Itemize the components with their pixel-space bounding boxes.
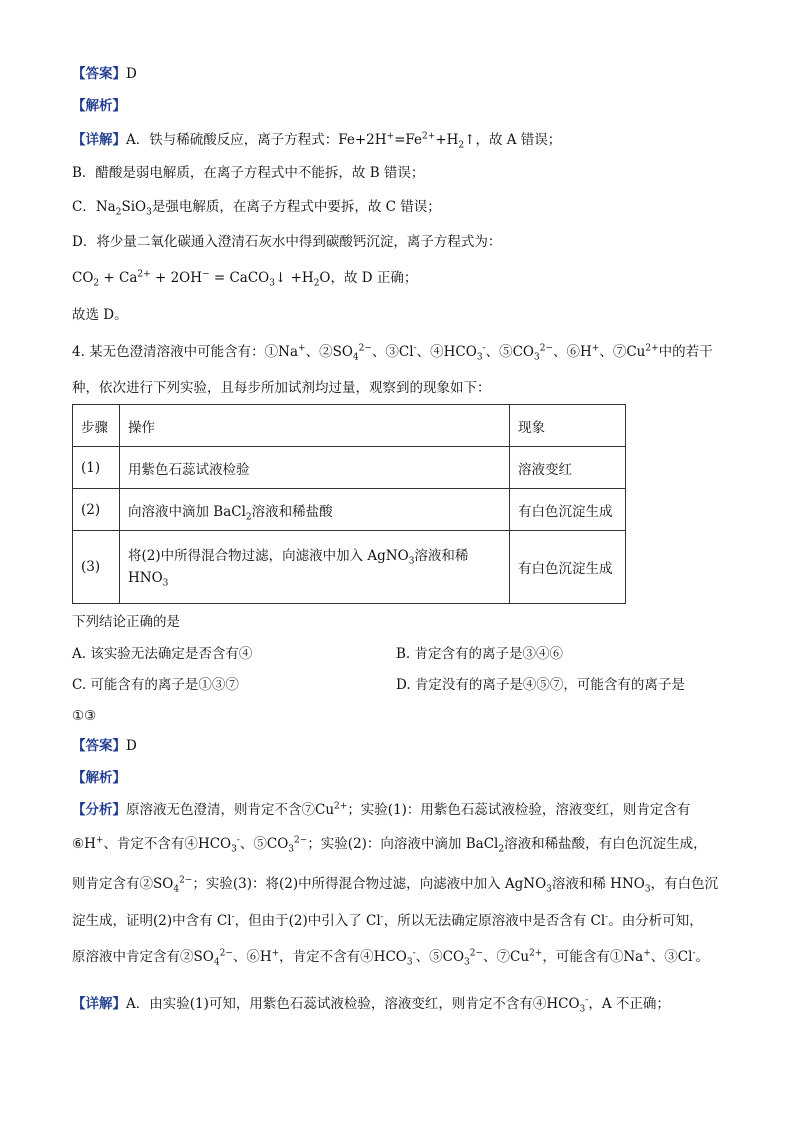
q3-detail-line-c: C．$Na_2SiO_3$是强电解质，在离子方程式中要拆，故 C 错误； (72, 199, 441, 218)
answer-tag: 【答案】 (72, 66, 126, 82)
option-d: D. 肯定没有的离子是④⑤⑦，可能含有的离子是 (396, 677, 685, 693)
analysis-line-5: 原溶液中肯定含有$②SO_4^{2-}$、⑥H+，肯定不含有$④HCO_3^-$、$⑤CO_3^{2-}$、$⑦Cu^{2+}$，可能含有①Na+、③Cl-。 (72, 948, 709, 968)
table-row: (3) 将(2)中所得混合物过滤，向滤液中加入 AgNO$_3$溶液和稀 $HNO_3$ 有白色沉淀生成 (73, 531, 626, 604)
q4-stem-line-2: 种，依次进行下列实验，且每步所加试剂均过量，观察到的现象如下： (72, 380, 491, 396)
analysis-tag: 解析 (85, 98, 113, 114)
q3-detail-line-d: D．将少量二氧化碳通入澄清石灰水中得到碳酸钙沉淀，离子方程式为： (72, 234, 502, 250)
answer-value: D (126, 66, 137, 82)
analysis-line-2: ⑥H+、肯定不含有$④HCO_3^-$、$⑤CO_3^{2-}$；实验(2)：向溶液中滴加 BaCl$_2$溶液和稀盐酸，有白色沉淀生成， (72, 835, 707, 855)
q4-answer-line: 【答案】D (72, 738, 137, 754)
table-header-row (73, 405, 626, 447)
option-a: A. 该实验无法确定是否含有④ (72, 646, 253, 662)
header-step: 步骤 (73, 405, 120, 447)
q4-stem-line-1: 4. 某无色澄清溶液中可能含有：①Na+、$②SO_4^{2-}$、③Cl-、$④HCO_3^-$、$⑤CO_3^{2-}$、⑥H+、$⑦Cu^{2+}$中的若干 (72, 343, 713, 363)
option-c: C. 可能含有的离子是①③⑦ (72, 677, 239, 693)
q3-analysis-heading: 【解析】 (72, 98, 126, 114)
detail-line-a: 【详解】A．由实验(1)可知，用紫色石蕊试液检验，溶液变红，则肯定不含有$④HCO_3^-$，A 不正确； (72, 995, 670, 1015)
option-b: B. 肯定含有的离子是③④⑥ (396, 646, 564, 662)
header-operation: 操作 (120, 405, 510, 447)
analysis-line-1: 【分析】原溶液无色澄清，则肯定不含$⑦Cu^{2+}$；实验(1)：用紫色石蕊试液检验，溶液变红，则肯定含有 (72, 801, 691, 818)
q3-equation: $CO_2 + Ca^{2+} + 2OH^-$ = CaCO$_3$↓ $+H_2O$，故 D 正确； (72, 269, 418, 289)
q3-answer-line (72, 64, 137, 84)
table-row: (1) 用紫色石蕊试液检验 溶液变红 (73, 447, 626, 489)
q4-prompt: 下列结论正确的是 (72, 614, 180, 630)
experiment-table (72, 404, 626, 604)
q3-detail-line-a: 【详解】A．铁与稀硫酸反应，离子方程式：$Fe+2H^+=Fe^{2+}+H_2↑$，故 A 错误； (72, 131, 562, 151)
q3-conclusion: 故选 D。 (72, 307, 128, 323)
table-row: (2) 向溶液中滴加 BaCl$_2$溶液和稀盐酸 有白色沉淀生成 (73, 489, 626, 531)
header-observation: 现象 (510, 405, 626, 447)
option-d-continued: ①③ (72, 708, 97, 724)
analysis-line-4: 淀生成，证明(2)中含有 Cl-，但由于(2)中引入了 Cl-，所以无法确定原溶液中是否含有 Cl-。由分析可知， (72, 912, 703, 929)
q4-analysis-heading: 【解析】 (72, 770, 126, 786)
q3-detail-line-b: B．醋酸是弱电解质，在离子方程式中不能拆，故 B 错误； (72, 165, 425, 181)
analysis-line-3: 则肯定含有$②SO_4^{2-}$；实验(3)：将(2)中所得混合物过滤，向滤液中加入 AgNO$_3$溶液和稀 $HNO_3$，有白色沉 (72, 875, 719, 895)
